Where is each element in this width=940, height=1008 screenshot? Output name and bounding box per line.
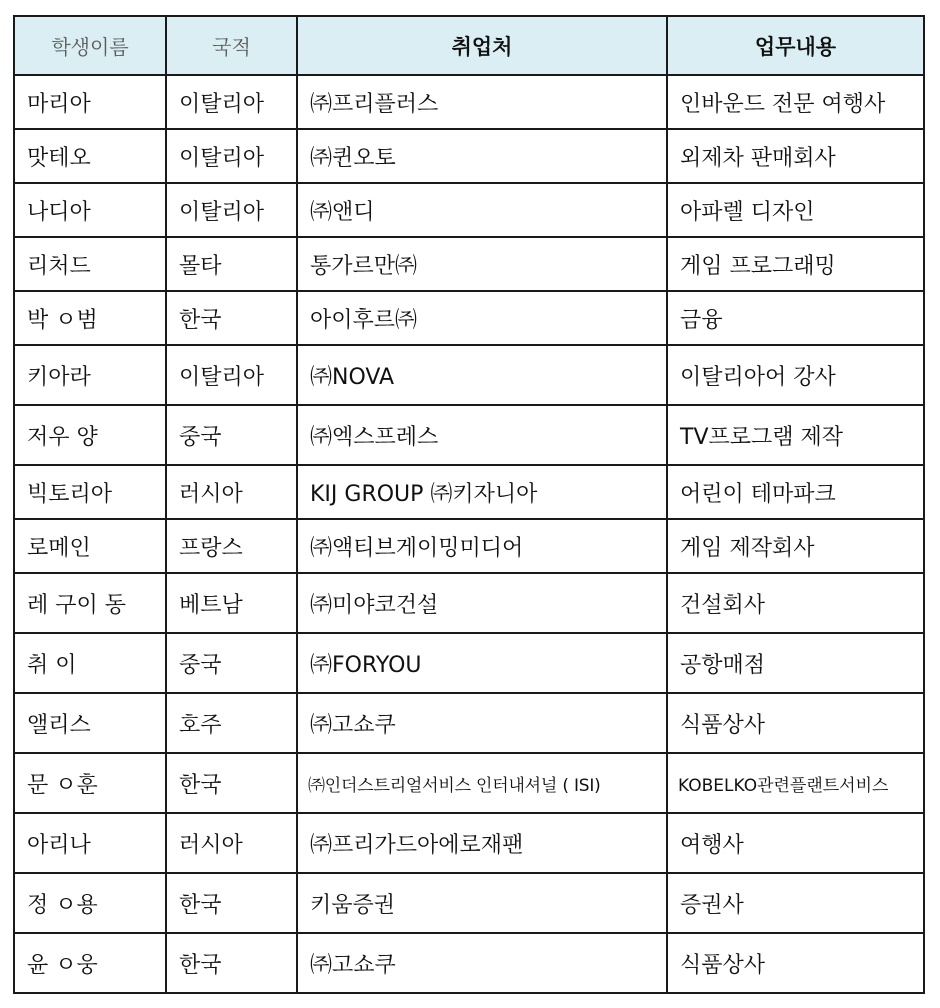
table-row <box>14 183 924 237</box>
cell-nationality: 한국 <box>166 933 297 993</box>
cell-employer: ㈜NOVA <box>297 345 667 405</box>
cell-job: TV프로그램 제작 <box>667 405 924 465</box>
cell-name: 윤 ㅇ웅 <box>14 933 166 993</box>
cell-name: 나디아 <box>14 183 166 237</box>
cell-name: 빅토리아 <box>14 465 166 519</box>
table-row <box>14 933 924 993</box>
cell-name: 저우 양 <box>14 405 166 465</box>
cell-employer: ㈜고쇼쿠 <box>297 933 667 993</box>
cell-nationality: 프랑스 <box>166 519 297 573</box>
header-nationality: 국적 <box>166 16 297 75</box>
cell-nationality: 이탈리아 <box>166 345 297 405</box>
cell-job: 인바운드 전문 여행사 <box>667 75 924 129</box>
cell-employer: 키움증권 <box>297 873 667 933</box>
cell-nationality: 몰타 <box>166 237 297 291</box>
cell-job: 공항매점 <box>667 633 924 693</box>
cell-job: 이탈리아어 강사 <box>667 345 924 405</box>
cell-nationality: 중국 <box>166 405 297 465</box>
cell-nationality: 이탈리아 <box>166 183 297 237</box>
cell-name: 마리아 <box>14 75 166 129</box>
cell-employer: ㈜프리플러스 <box>297 75 667 129</box>
cell-nationality: 러시아 <box>166 465 297 519</box>
cell-name: 맛테오 <box>14 129 166 183</box>
cell-nationality: 한국 <box>166 753 297 813</box>
cell-employer: ㈜고쇼쿠 <box>297 693 667 753</box>
cell-job: 어린이 테마파크 <box>667 465 924 519</box>
cell-employer: ㈜프리가드아에로재팬 <box>297 813 667 873</box>
table-row <box>14 465 924 519</box>
cell-name: 박 ㅇ범 <box>14 291 166 345</box>
header-job: 업무내용 <box>667 16 924 75</box>
cell-name: 리처드 <box>14 237 166 291</box>
cell-job: 여행사 <box>667 813 924 873</box>
table-row <box>14 573 924 633</box>
cell-name: 취 이 <box>14 633 166 693</box>
table-row <box>14 753 924 813</box>
table-row <box>14 75 924 129</box>
cell-nationality: 러시아 <box>166 813 297 873</box>
header-row <box>14 16 924 75</box>
table-row <box>14 291 924 345</box>
cell-nationality: 호주 <box>166 693 297 753</box>
cell-job: 식품상사 <box>667 693 924 753</box>
table-row <box>14 693 924 753</box>
cell-name: 레 구이 동 <box>14 573 166 633</box>
cell-employer: ㈜엑스프레스 <box>297 405 667 465</box>
cell-employer: 통가르만㈜ <box>297 237 667 291</box>
cell-nationality: 한국 <box>166 291 297 345</box>
cell-employer: ㈜앤디 <box>297 183 667 237</box>
cell-name: 키아라 <box>14 345 166 405</box>
header-student-name: 학생이름 <box>14 16 166 75</box>
table-header <box>14 16 924 75</box>
cell-employer: ㈜FORYOU <box>297 633 667 693</box>
cell-employer: ㈜액티브게이밍미디어 <box>297 519 667 573</box>
cell-name: 앨리스 <box>14 693 166 753</box>
cell-job: 증권사 <box>667 873 924 933</box>
table-row <box>14 237 924 291</box>
table-row <box>14 813 924 873</box>
cell-nationality: 이탈리아 <box>166 129 297 183</box>
table-row <box>14 633 924 693</box>
cell-employer: ㈜퀸오토 <box>297 129 667 183</box>
table-row <box>14 873 924 933</box>
cell-employer: ㈜인더스트리얼서비스 인터내셔널 ( ISI) <box>297 753 667 813</box>
cell-name: 문 ㅇ훈 <box>14 753 166 813</box>
cell-job: 금융 <box>667 291 924 345</box>
cell-employer: 아이후르㈜ <box>297 291 667 345</box>
cell-employer: KIJ GROUP ㈜키자니아 <box>297 465 667 519</box>
cell-nationality: 이탈리아 <box>166 75 297 129</box>
cell-job: 건설회사 <box>667 573 924 633</box>
cell-name: 아리나 <box>14 813 166 873</box>
cell-job: KOBELKO관련플랜트서비스 <box>667 753 924 813</box>
header-employer: 취업처 <box>297 16 667 75</box>
cell-job: 게임 프로그래밍 <box>667 237 924 291</box>
cell-job: 게임 제작회사 <box>667 519 924 573</box>
table-body <box>14 75 924 993</box>
table-row <box>14 129 924 183</box>
table-row <box>14 519 924 573</box>
table-row <box>14 345 924 405</box>
table-row <box>14 405 924 465</box>
cell-job: 아파렐 디자인 <box>667 183 924 237</box>
cell-employer: ㈜미야코건설 <box>297 573 667 633</box>
cell-nationality: 중국 <box>166 633 297 693</box>
cell-name: 정 ㅇ용 <box>14 873 166 933</box>
cell-nationality: 한국 <box>166 873 297 933</box>
employment-table <box>13 15 925 994</box>
cell-nationality: 베트남 <box>166 573 297 633</box>
cell-job: 식품상사 <box>667 933 924 993</box>
cell-job: 외제차 판매회사 <box>667 129 924 183</box>
cell-name: 로메인 <box>14 519 166 573</box>
